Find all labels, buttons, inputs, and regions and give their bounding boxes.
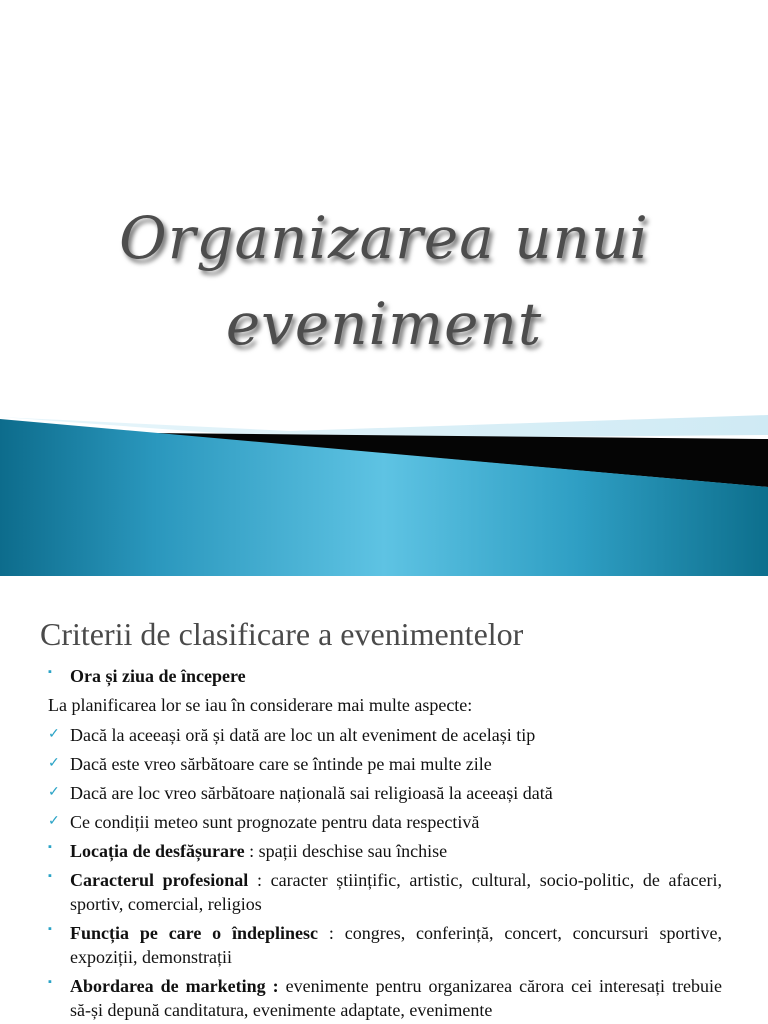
check-text: Ce condiții meteo sunt prognozate pentru data respectivă: [70, 812, 480, 832]
criteria-text: : congres, conferință, concert, concursuri sportive, expoziții, demonstrații: [70, 923, 722, 967]
check-text: Dacă la aceeași oră și dată are loc un alt eveniment de același tip: [70, 725, 536, 745]
list-item: [48, 664, 722, 688]
square-bullet-icon: ▪: [48, 976, 52, 988]
criteria-text: : caracter științific, artistic, cultural, socio-politic, de afaceri, sportiv, comercial, religios: [70, 870, 722, 914]
square-bullet-icon: ▪: [48, 841, 52, 853]
criteria-label: Caracterul profesional: [70, 870, 249, 890]
criteria-text: : spații deschise sau închise: [244, 841, 448, 861]
checkmark-icon: ✓: [48, 727, 60, 742]
title-line-2: eveniment: [225, 290, 543, 358]
title-line-1: Organizarea unui: [119, 204, 649, 272]
list-item: [48, 723, 722, 747]
list-item: [48, 693, 722, 717]
criteria-text: evenimente pentru organizarea cărora cei interesați trebuie să-și depună canditatura, evenimente adaptate, evenimente: [70, 976, 722, 1020]
criteria-slide: [0, 576, 768, 1024]
list-item: [48, 868, 722, 916]
criteria-label: Abordarea de marketing :: [70, 976, 279, 996]
decorative-wave-band: [0, 405, 768, 576]
square-bullet-icon: ▪: [48, 870, 52, 882]
checkmark-icon: ✓: [48, 756, 60, 771]
criteria-label: Locația de desfășurare: [70, 841, 245, 861]
check-text: Dacă are loc vreo sărbătoare națională sai religioasă la aceeași dată: [70, 783, 553, 803]
criteria-list: [48, 664, 722, 1024]
presentation-title: [0, 195, 768, 367]
list-item: [48, 781, 722, 805]
list-item: [48, 921, 722, 969]
criteria-label: Funcția pe care o îndeplinesc: [70, 923, 319, 943]
criteria-label: Ora și ziua de începere: [70, 666, 246, 686]
list-item: [48, 752, 722, 776]
intro-text: La planificarea lor se iau în considerare mai multe aspecte:: [48, 695, 473, 715]
list-item: [48, 810, 722, 834]
checkmark-icon: ✓: [48, 814, 60, 829]
checkmark-icon: ✓: [48, 785, 60, 800]
list-item: [48, 974, 722, 1022]
slide-heading: Criterii de clasificare a evenimentelor: [40, 616, 524, 652]
check-text: Dacă este vreo sărbătoare care se întinde pe mai multe zile: [70, 754, 492, 774]
square-bullet-icon: ▪: [48, 666, 52, 678]
square-bullet-icon: ▪: [48, 923, 52, 935]
list-item: [48, 839, 722, 863]
